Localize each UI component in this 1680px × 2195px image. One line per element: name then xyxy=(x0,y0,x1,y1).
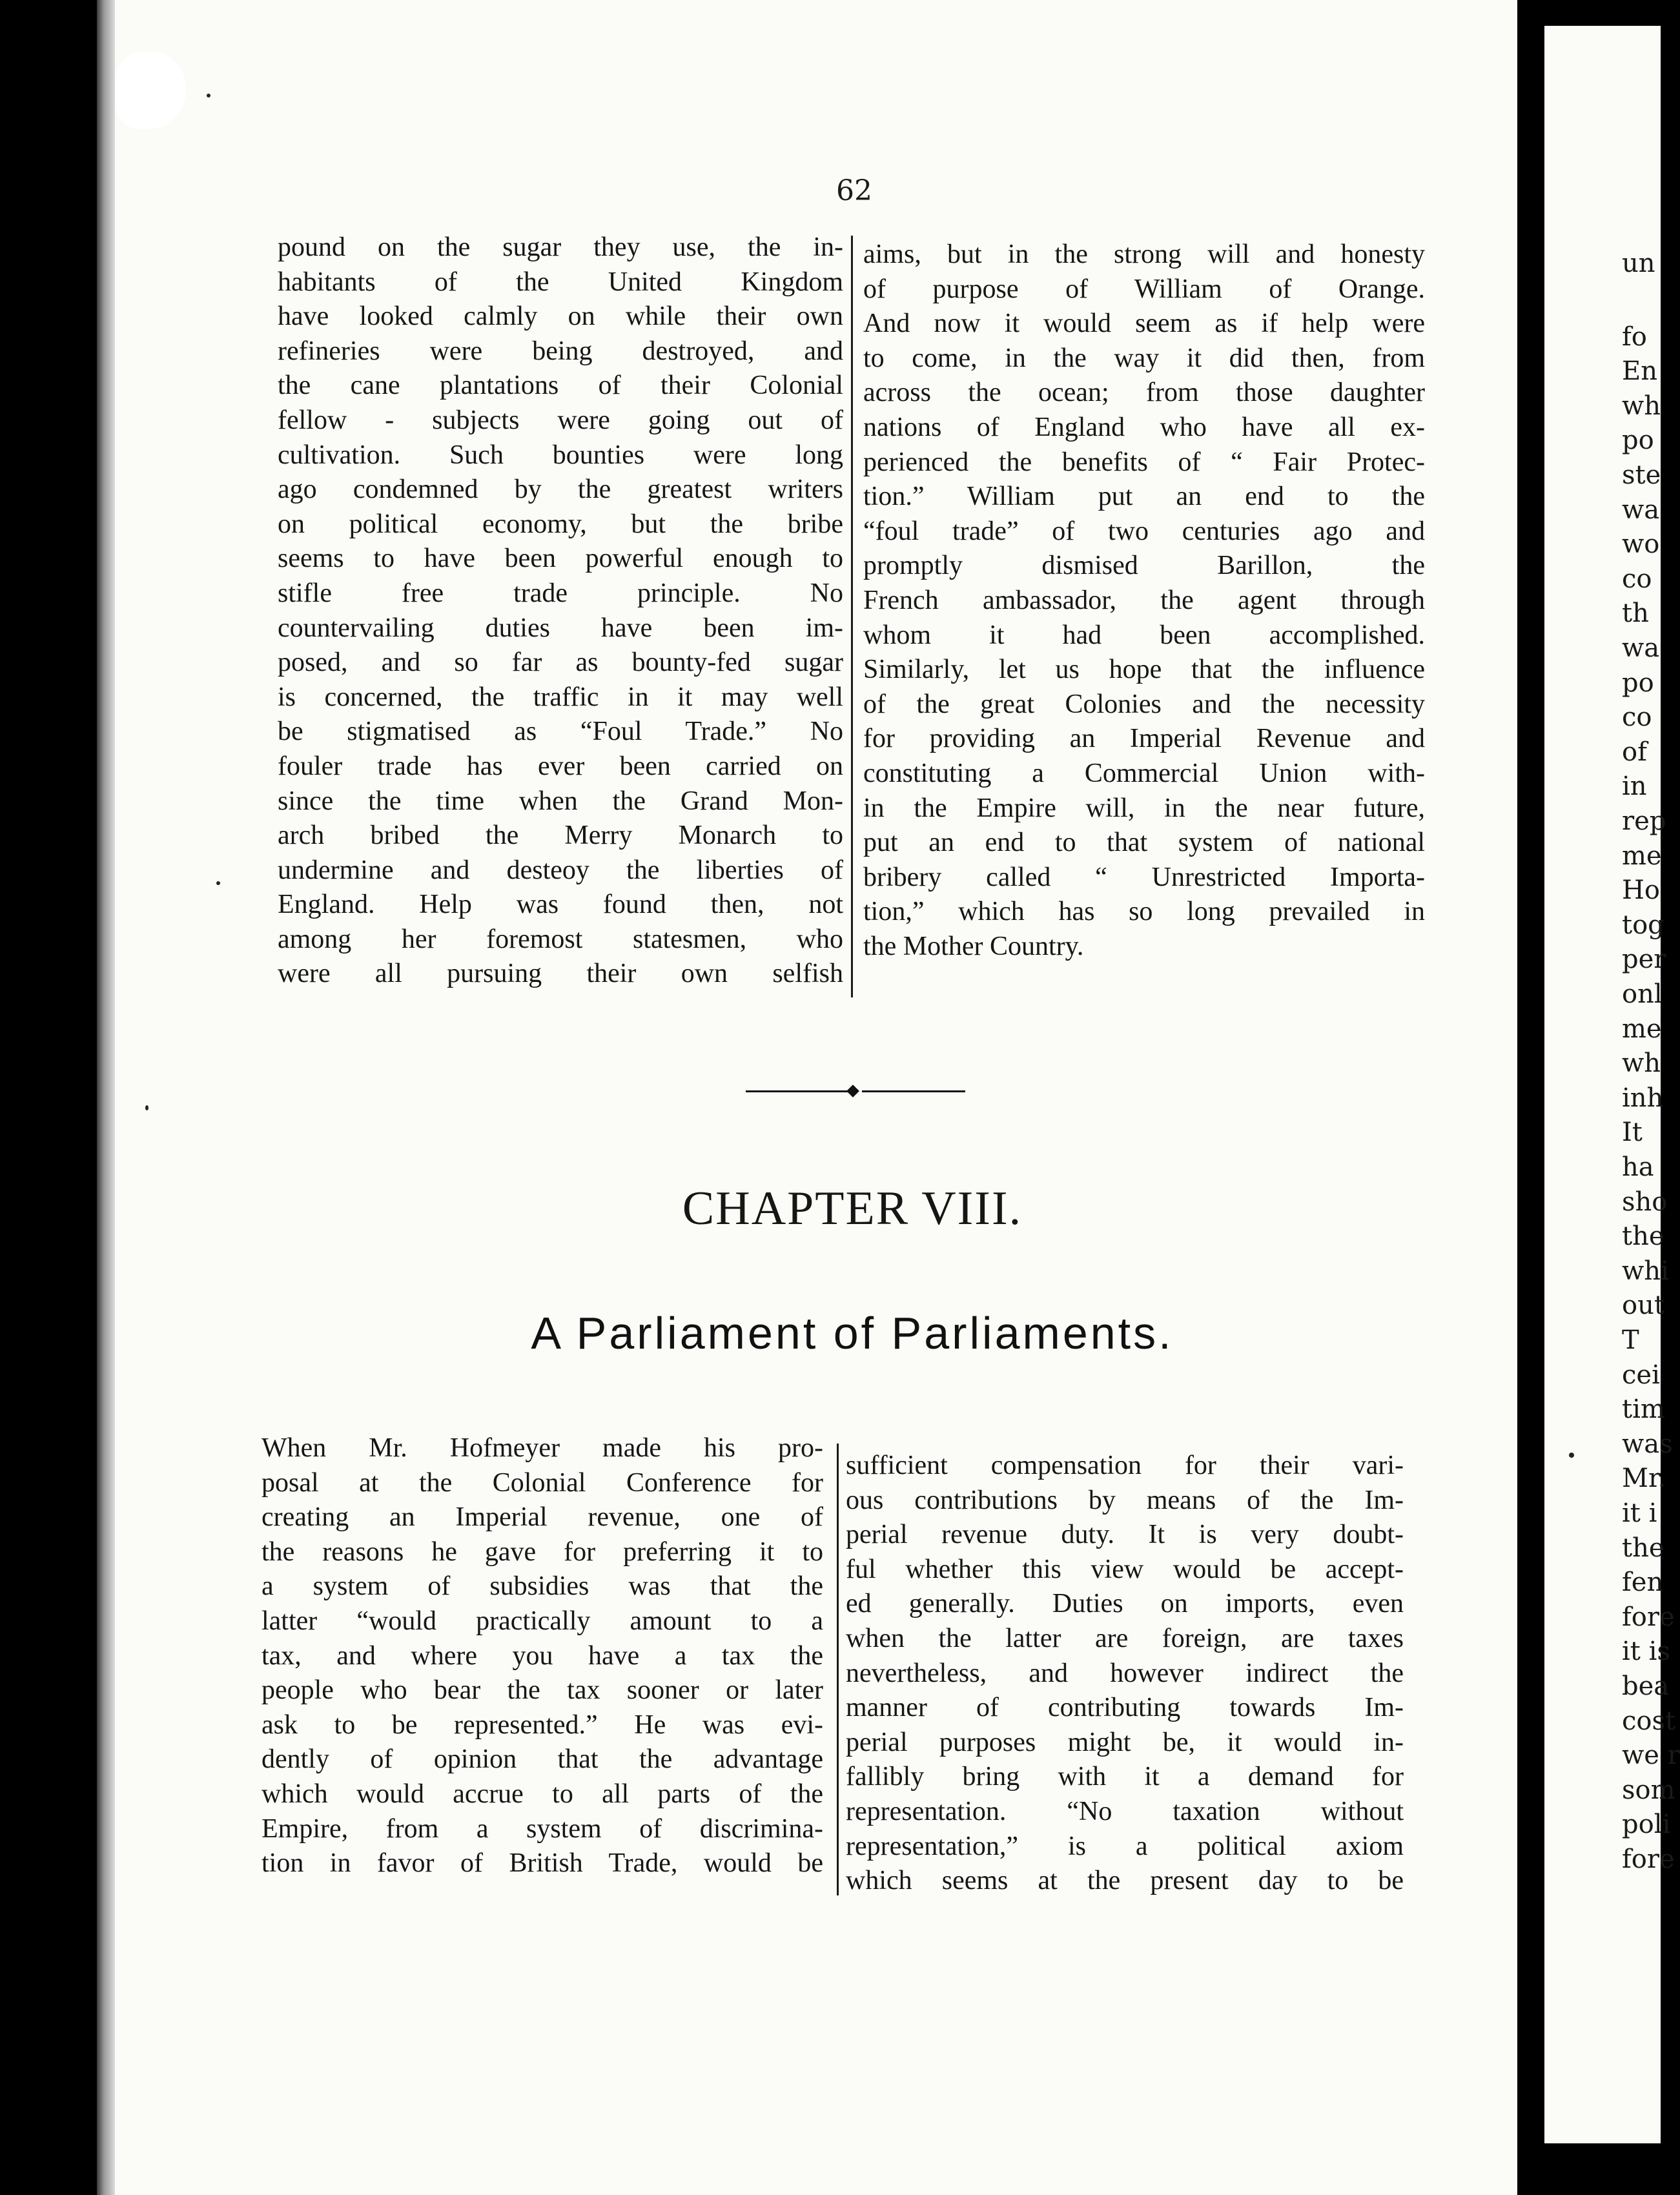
chapter-heading: CHAPTER VIII. xyxy=(682,1182,1023,1235)
facing-page-fragment: wo xyxy=(1622,529,1660,560)
text-line: posal at the Colonial Conference for xyxy=(261,1467,823,1498)
page-number: 62 xyxy=(836,174,872,207)
section-divider-ornament xyxy=(746,1085,965,1098)
text-line: whom it had been accomplished. xyxy=(863,620,1425,650)
text-line: pound on the sugar they use, the in- xyxy=(278,232,843,262)
text-line: people who bear the tax sooner or later xyxy=(261,1675,823,1706)
text-line: perial purposes might be, it would in- xyxy=(846,1727,1404,1757)
facing-page-fragment: wa xyxy=(1622,633,1660,663)
text-line: posed, and so far as bounty-fed sugar xyxy=(278,648,843,678)
facing-page-fragment: in xyxy=(1622,771,1647,802)
text-line: constituting a Commercial Union with- xyxy=(863,758,1425,788)
text-line: stifle free trade principle. No xyxy=(278,578,843,608)
facing-page-fragment: it is xyxy=(1622,1637,1670,1667)
facing-page-fragment: rep xyxy=(1622,806,1666,836)
facing-page-fragment: whi xyxy=(1622,1256,1669,1286)
facing-page-fragment: sho xyxy=(1622,1187,1668,1217)
text-line: undermine and desteoy the liberties of xyxy=(278,855,843,885)
facing-page-fragment: me xyxy=(1622,1014,1662,1044)
top-right-column xyxy=(863,238,1425,964)
facing-page-fragment: Mr. xyxy=(1622,1464,1666,1494)
text-line: promptly dismised Barillon, the xyxy=(863,551,1425,581)
text-line: Similarly, let us hope that the influence xyxy=(863,655,1425,685)
facing-page-fragment: we r xyxy=(1622,1741,1680,1771)
facing-page-fragment: T xyxy=(1622,1325,1639,1355)
text-line: tion,” which has so long prevailed in xyxy=(863,897,1425,927)
text-line: seems to have been powerful enough to xyxy=(278,544,843,574)
text-line: sufficient compensation for their vari- xyxy=(846,1451,1404,1480)
text-line: nations of England who have all ex- xyxy=(863,412,1425,442)
book-spine-gutter xyxy=(97,0,115,2195)
facing-page-fragment: tim xyxy=(1622,1394,1665,1425)
facing-page-fragment: po xyxy=(1622,425,1654,456)
ink-speck xyxy=(216,881,220,885)
facing-page-fragment: fore xyxy=(1622,1844,1675,1874)
facing-page-fragment: fore xyxy=(1622,1602,1675,1632)
text-line: countervailing duties have been im- xyxy=(278,613,843,643)
text-line: in the Empire will, in the near future, xyxy=(863,793,1425,823)
text-line: of the great Colonies and the necessity xyxy=(863,689,1425,719)
facing-page-fragment: the xyxy=(1622,1221,1665,1252)
text-line: a system of subsidies was that the xyxy=(261,1571,823,1602)
text-line: across the ocean; from those daughter xyxy=(863,378,1425,408)
text-line: which seems at the present day to be xyxy=(846,1866,1404,1896)
text-line: nevertheless, and however indirect the xyxy=(846,1658,1404,1688)
facing-page-fragment: un xyxy=(1622,249,1655,278)
facing-page-fragment: the xyxy=(1622,1533,1665,1563)
top-left-column xyxy=(278,230,843,992)
text-line: When Mr. Hofmeyer made his pro- xyxy=(261,1433,823,1463)
facing-page-fragment: cost xyxy=(1622,1706,1676,1736)
text-line: manner of contributing towards Im- xyxy=(846,1693,1404,1723)
text-line: fellow - subjects were going out of xyxy=(278,405,843,435)
ink-speck xyxy=(1569,1453,1574,1458)
column-divider-bottom xyxy=(837,1444,839,1895)
text-line: is concerned, the traffic in it may well xyxy=(278,682,843,712)
text-line: ous contributions by means of the Im- xyxy=(846,1485,1404,1515)
text-line: be stigmatised as “Foul Trade.” No xyxy=(278,717,843,747)
text-line: creating an Imperial revenue, one of xyxy=(261,1502,823,1533)
text-line: perial revenue duty. It is very doubt- xyxy=(846,1520,1404,1550)
text-line: habitants of the United Kingdom xyxy=(278,267,843,297)
column-divider-top xyxy=(851,236,853,997)
facing-page-fragment: per xyxy=(1622,944,1666,975)
facing-page xyxy=(1544,26,1680,2143)
facing-page-fragment: onl xyxy=(1622,979,1663,1009)
text-line: put an end to that system of national xyxy=(863,828,1425,858)
ink-speck xyxy=(207,94,210,97)
text-line: ed generally. Duties on imports, even xyxy=(846,1589,1404,1619)
text-line: which would accrue to all parts of the xyxy=(261,1779,823,1809)
text-line: tion.” William put an end to the xyxy=(863,482,1425,512)
facing-page-fragment: som xyxy=(1622,1775,1675,1805)
facing-page-fragment: po xyxy=(1622,668,1654,698)
text-line: bribery called “ Unrestricted Importa- xyxy=(863,862,1425,892)
facing-page-fragment: wh xyxy=(1622,391,1661,421)
facing-page-fragment: fo xyxy=(1622,322,1647,352)
text-line: And now it would seem as if help were xyxy=(863,309,1425,339)
text-line: tax, and where you have a tax the xyxy=(261,1640,823,1671)
facing-page-fragment: Ho xyxy=(1622,875,1660,906)
text-line: Empire, from a system of discrimina- xyxy=(261,1813,823,1844)
text-line: ago condemned by the greatest writers xyxy=(278,475,843,505)
facing-page-fragment: was xyxy=(1622,1429,1673,1459)
facing-page-fragment: th xyxy=(1622,598,1649,629)
bottom-right-column xyxy=(846,1449,1404,1899)
ink-speck xyxy=(145,1105,149,1110)
facing-page-fragment: inh xyxy=(1622,1083,1664,1113)
text-line: when the latter are foreign, are taxes xyxy=(846,1623,1404,1653)
facing-page-fragment: me xyxy=(1622,841,1662,871)
text-line: arch bribed the Merry Monarch to xyxy=(278,821,843,851)
facing-page-fragment: bea xyxy=(1622,1671,1670,1701)
text-line: fouler trade has ever been carried on xyxy=(278,751,843,781)
text-line: fallibly bring with it a demand for xyxy=(846,1762,1404,1792)
text-line: England. Help was found then, not xyxy=(278,890,843,920)
facing-page-fragment: tog xyxy=(1622,910,1665,940)
text-line: to come, in the way it did then, from xyxy=(863,343,1425,373)
text-line: the Mother Country. xyxy=(863,931,1084,961)
text-line: among her foremost statesmen, who xyxy=(278,924,843,954)
text-line: the cane plantations of their Colonial xyxy=(278,371,843,401)
facing-page-fragment: co xyxy=(1622,564,1652,594)
text-line: tion in favor of British Trade, would be xyxy=(261,1848,823,1879)
text-line: perienced the benefits of “ Fair Protec- xyxy=(863,447,1425,477)
text-line: the reasons he gave for preferring it to xyxy=(261,1536,823,1567)
text-line: “foul trade” of two centuries ago and xyxy=(863,516,1425,546)
text-line: were all pursuing their own selfish xyxy=(278,959,843,989)
chapter-title: A Parliament of Parliaments. xyxy=(531,1308,1174,1358)
facing-page-fragment: En xyxy=(1622,356,1657,387)
facing-page-fragment: ste xyxy=(1622,460,1661,490)
bottom-left-column xyxy=(261,1431,823,1881)
text-line: of purpose of William of Orange. xyxy=(863,274,1425,304)
facing-page-fragment: wa xyxy=(1622,495,1660,525)
facing-page-fragment: co xyxy=(1622,702,1652,733)
text-line: have looked calmly on while their own xyxy=(278,301,843,332)
text-line: ful whether this view would be accept- xyxy=(846,1554,1404,1584)
facing-page-fragment: cei xyxy=(1622,1360,1660,1390)
facing-page-fragment: out xyxy=(1622,1291,1665,1321)
text-line: latter “would practically amount to a xyxy=(261,1606,823,1636)
text-line: representation,” is a political axiom xyxy=(846,1831,1404,1861)
facing-page-fragment: It xyxy=(1622,1118,1643,1148)
facing-page-fragment: it i xyxy=(1622,1498,1657,1528)
facing-page-fragment: poli xyxy=(1622,1810,1671,1840)
facing-page-fragment: of xyxy=(1622,737,1647,767)
text-line: aims, but in the strong will and honesty xyxy=(863,240,1425,269)
text-line: for providing an Imperial Revenue and xyxy=(863,724,1425,754)
text-line: cultivation. Such bounties were long xyxy=(278,440,843,470)
text-line: dently of opinion that the advantage xyxy=(261,1744,823,1775)
text-line: on political economy, but the bribe xyxy=(278,509,843,539)
text-line: ask to be represented.” He was evi- xyxy=(261,1710,823,1740)
text-line: since the time when the Grand Mon- xyxy=(278,786,843,816)
facing-page-fragment: wh xyxy=(1622,1048,1661,1079)
text-line: representation. “No taxation without xyxy=(846,1796,1404,1826)
text-line: French ambassador, the agent through xyxy=(863,585,1425,615)
facing-page-fragment: fen xyxy=(1622,1567,1664,1598)
facing-page-fragment: ha xyxy=(1622,1152,1654,1182)
text-line: refineries were being destroyed, and xyxy=(278,336,843,366)
